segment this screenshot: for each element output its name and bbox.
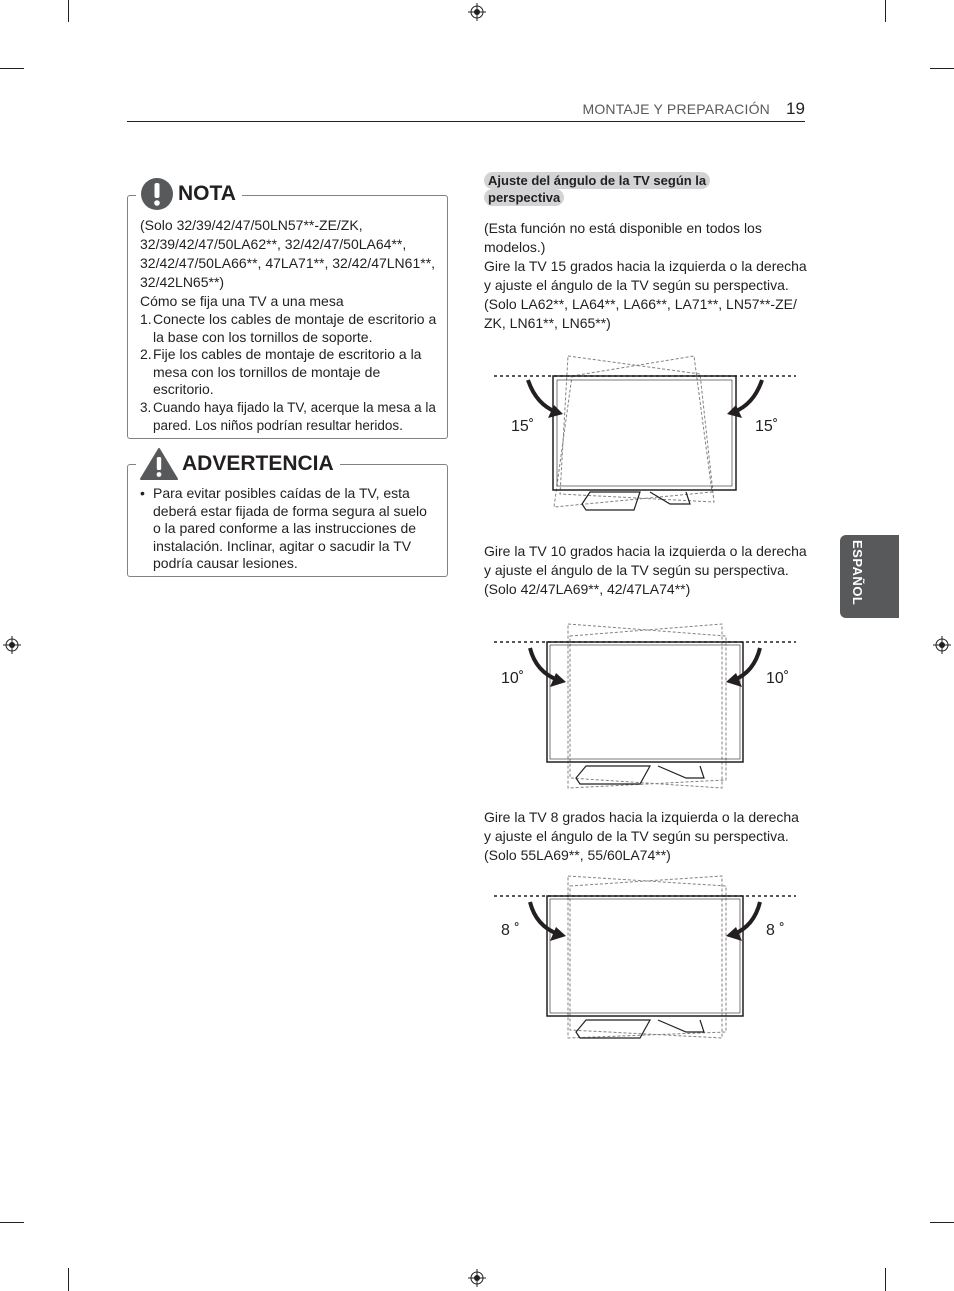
header-divider [127,121,805,122]
tv-rotation-diagram-8 [490,872,800,1042]
list-item: 2. Fije los cables de montaje de escritorio a la mesa con los tornillos de montaje de escritorio. [140,346,422,398]
warning-title: ADVERTENCIA [182,452,334,475]
left-angle-label: 8 ˚ [501,922,520,939]
language-tab-label: ESPAÑOL [850,540,865,606]
crop-mark [885,1268,886,1291]
right-angle-label: 10˚ [766,670,790,687]
tv-rotation-diagram-15 [490,352,800,514]
note-header [136,177,242,211]
angle-paragraph-2: Gire la TV 10 grados hacia la izquierda o la derecha y ajuste el ángulo de la TV según su perspectiva. (Solo 42/47LA69**, 42/47LA74**) [484,543,807,597]
note-intro: (Solo 32/39/42/47/50LN57**-ZE/ZK, 32/39/42/47/50LA62**, 32/42/47/50LA64**, 32/42/47/50LA66**, 47LA71**, 32/42/47LN61**, 32/42LN65**) [140,217,436,290]
crop-mark [68,1268,69,1291]
registration-mark-icon [933,636,951,654]
tv-rotation-diagram-10 [490,620,800,790]
crop-mark [930,1222,954,1223]
note-body [140,216,438,434]
warning-body [140,485,438,573]
registration-mark-icon [468,3,486,21]
crop-mark [0,1222,24,1223]
angle-paragraph-1: (Esta función no está disponible en todos los modelos.) Gire la TV 15 grados hacia la izquierda o la derecha y ajuste el ángulo de la TV según su perspectiva. (Solo LA62**, LA64**, LA66**, LA71**, LN57**-ZE/ ZK, LN61**, LN65**) [484,220,807,331]
crop-mark [0,68,24,69]
page-number: 19 [786,99,805,118]
right-angle-label: 8 ˚ [766,922,785,939]
right-angle-label: 15˚ [755,418,779,435]
exclamation-icon [140,177,174,211]
warning-triangle-icon [140,448,178,480]
crop-mark [885,0,886,22]
left-angle-label: 10˚ [501,670,525,687]
registration-mark-icon [3,636,21,654]
note-title: NOTA [178,182,236,205]
section-title: MONTAJE Y PREPARACIÓN [582,101,770,117]
registration-mark-icon [468,1269,486,1287]
list-item: 3. Cuando haya fijado la TV, acerque la mesa a la pared. Los niños podrían resultar heridos. [140,399,436,433]
warning-items [140,485,438,573]
crop-mark [930,68,954,69]
angle-paragraph-3: Gire la TV 8 grados hacia la izquierda o la derecha y ajuste el ángulo de la TV según su perspectiva. (Solo 55LA69**, 55/60LA74**) [484,809,799,863]
left-angle-label: 15˚ [511,418,535,435]
list-item: 1. Conecte los cables de montaje de escritorio a la base con los tornillos de soporte. [140,311,437,345]
crop-mark [68,0,69,22]
note-steps [140,311,438,434]
warning-header [136,447,340,481]
angle-heading: Ajuste del ángulo de la TV según la perspectiva [484,172,744,206]
language-tab [840,535,899,618]
list-item: • Para evitar posibles caídas de la TV, esta deberá estar fijada de forma segura al suelo o la pared conforme a las instrucciones de instalación. Inclinar, agitar o sacudir la TV podría causar lesiones. [140,485,427,572]
note-lead: Cómo se fija una TV a una mesa [140,293,344,309]
